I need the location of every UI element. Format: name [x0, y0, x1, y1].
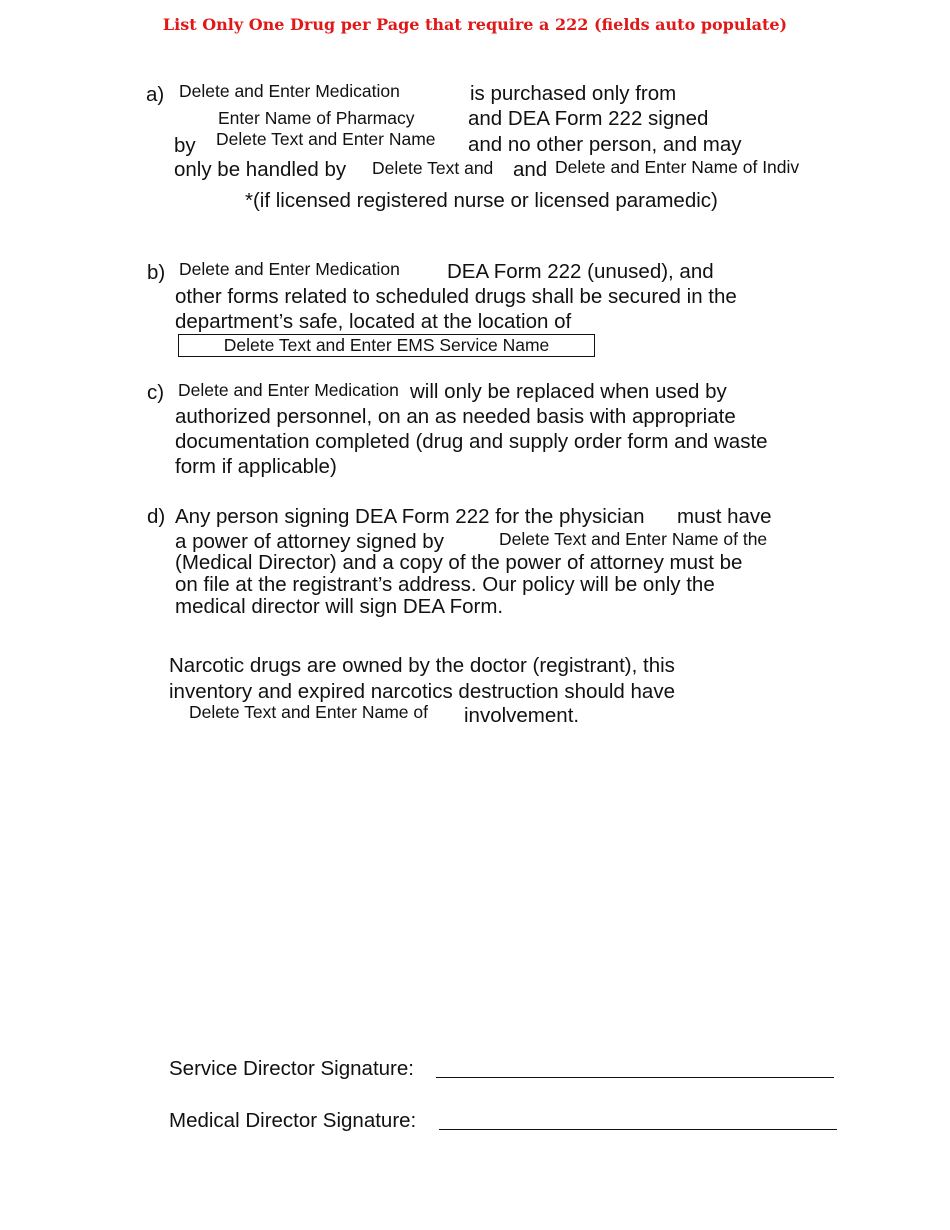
section-a-handler2-field[interactable]: Delete and Enter Name of Indiv [555, 157, 800, 177]
section-c-line2: authorized personnel, on an as needed basis with appropriate [175, 405, 736, 428]
section-a-handler1-field[interactable]: Delete Text and [372, 158, 494, 178]
section-a-and-text: and [513, 158, 548, 181]
section-d-director-field[interactable]: Delete Text and Enter Name of the [499, 529, 768, 549]
medical-director-signature-line[interactable] [439, 1129, 837, 1130]
narcotics-line2: inventory and expired narcotics destruction should have [169, 680, 675, 703]
section-a-purchased-text: is purchased only from [470, 82, 677, 105]
narcotics-name-field[interactable]: Delete Text and Enter Name of [189, 702, 428, 722]
section-c-line3: documentation completed (drug and supply order form and waste [175, 430, 768, 453]
section-d-line3: (Medical Director) and a copy of the power of attorney must be [175, 551, 743, 574]
section-b-line1: DEA Form 222 (unused), and [447, 260, 714, 283]
page-title: List Only One Drug per Page that require a 222 (fields auto populate) [162, 15, 788, 34]
section-a-dea-signed-text: and DEA Form 222 signed [468, 107, 709, 130]
service-director-signature-line[interactable] [436, 1077, 834, 1078]
section-d-line1a: Any person signing DEA Form 222 for the physician [175, 505, 645, 528]
narcotics-line1: Narcotic drugs are owned by the doctor (registrant), this [169, 654, 675, 677]
narcotics-involvement-text: involvement. [464, 704, 580, 727]
section-a-by-text: by [174, 134, 196, 157]
section-a-medication-field[interactable]: Delete and Enter Medication [179, 81, 400, 101]
section-a-note: *(if licensed registered nurse or licensed paramedic) [245, 189, 718, 212]
section-c-line4: form if applicable) [175, 455, 337, 478]
section-a-no-other-text: and no other person, and may [468, 133, 742, 156]
section-b-medication-field[interactable]: Delete and Enter Medication [179, 259, 400, 279]
section-d-line4: on file at the registrant’s address. Our policy will be only the [175, 573, 715, 596]
section-d-marker: d) [147, 505, 166, 528]
section-a-signer-field[interactable]: Delete Text and Enter Name [216, 129, 436, 149]
section-a-handled-text: only be handled by [174, 158, 347, 181]
section-b-line3: department’s safe, located at the location of [175, 310, 572, 333]
medical-director-label: Medical Director Signature: [169, 1109, 417, 1132]
section-b-service-field[interactable]: Delete Text and Enter EMS Service Name [178, 334, 595, 357]
section-d-line2: a power of attorney signed by [175, 530, 444, 553]
service-director-label: Service Director Signature: [169, 1057, 414, 1080]
section-b-marker: b) [147, 261, 166, 284]
section-c-line1: will only be replaced when used by [410, 380, 727, 403]
section-b-line2: other forms related to scheduled drugs shall be secured in the [175, 285, 737, 308]
section-a-marker: a) [146, 83, 165, 106]
section-d-line1b: must have [677, 505, 772, 528]
section-d-line5: medical director will sign DEA Form. [175, 595, 504, 618]
section-c-marker: c) [147, 381, 165, 404]
section-c-medication-field[interactable]: Delete and Enter Medication [178, 380, 399, 400]
section-a-pharmacy-field[interactable]: Enter Name of Pharmacy [218, 108, 415, 128]
